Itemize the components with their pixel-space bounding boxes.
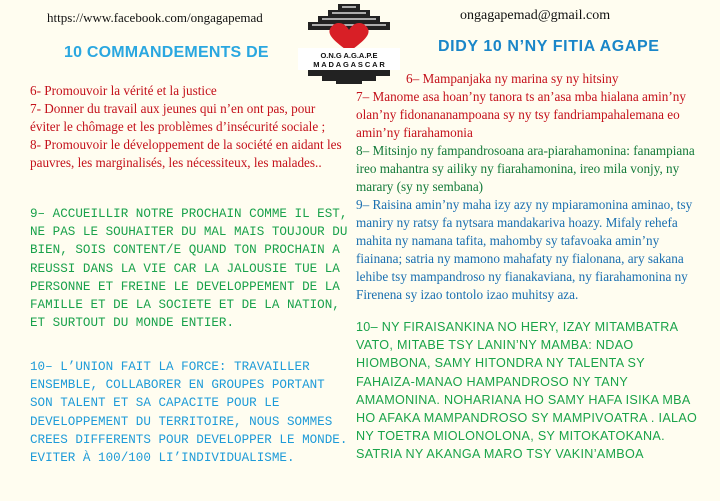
fr-commandment-7: 7- Donner du travail aux jeunes qui n’en ont pas, pour éviter le chômage et les problèmes d’insécurité sociale ; [30, 101, 326, 134]
fr-commandment-9: 9– ACCUEILLIR NOTRE PROCHAIN COMME IL EST, NE PAS LE SOUHAITER DU MAL MAIS TOUJOUR DU BIEN, SOIS CONTENT/E QUAND TON PROCHAIN A REUSSI DANS LA VIE CAR LA JALOUSIE TUE LA PERSONNE ET FREINE LE DEVELOPPEMENT DE LA FAMILLE ET DE LA SOCIETE ET DE LA NATION, ET SURTOUT DU MONDE ENTIER. [30, 207, 348, 331]
left-column [30, 82, 348, 172]
fr-commandment-6: 6- Promouvoir la vérité et la justice [30, 83, 217, 98]
facebook-url[interactable]: https://www.facebook.com/ongagapemad [47, 10, 263, 25]
mg-commandment-10-proverb: SATRIA NY AKANGA MARO TSY VAKIN’AMBOA [356, 447, 644, 462]
mg-commandment-10 [356, 318, 706, 464]
fr-commandment-8: 8- Promouvoir le développement de la société en aidant les pauvres, les marginalisés, les nécessiteux, les malades.. [30, 137, 342, 170]
mg-commandment-9: 9– Raisina amin’ny maha izy azy ny mpiaramonina aminao, tsy maniry ny ratsy fa nytsara mandakariva hoazy. Mifaly rehefa mahita ny namana tafita, mahomby sy tafavoaka amin’ny fiainana; satria ny mamono mahafaty ny fialonana, ary sakana lehibe tsy mampandroso ny fianakaviana, ny fiarahamonina ny Firenena sy izao tontolo izao muhitsy aza. [356, 197, 693, 302]
logo-line-1: O.N.G A.G.A.P.E [320, 51, 378, 60]
title-malagasy: DIDY 10 N’NY FITIA AGAPE [438, 38, 660, 55]
logo-line-2: M A D A G A S C A R [313, 60, 385, 69]
fr-commandment-10: 10– L’UNION FAIT LA FORCE: TRAVAILLER ENSEMBLE, COLLABORER EN GROUPES PORTANT SON TALENT ET SA CAPACITE POUR LE DEVELOPPEMENT DU TERRITOIRE, NOUS SOMMES CREES DIFFERENTS POUR DEVELOPPER LE MONDE. EVITER À 100/100 LI’INDIVIDUALISME. [30, 360, 348, 466]
mg-commandment-8: 8– Mitsinjo ny fampandrosoana ara-piarahamonina: fanampiana ireo mahantra sy ailiky ny fiarahamonina, ireo mila vonjy, ny marary (sy ny sembana) [356, 143, 695, 194]
email-address[interactable]: ongagapemad@gmail.com [460, 8, 611, 23]
title-french: 10 COMMANDEMENTS DE [64, 44, 269, 61]
mg-commandment-6: 6– Mampanjaka ny marina sy ny hitsiny [406, 71, 619, 86]
mg-commandment-10-text: 10– NY FIRAISANKINA NO HERY, IZAY MITAMBATRA VATO, MITABE TSY LANIN’NY MAMBA: NDAO HIOMBONA, SAMY HITONDRA NY TALENTA SY FAHAIZA-MANAO HAMPANDROSO NY TANY AMAMONINA. NOHARIANA HO SAMY HAFA ISIKA MBA HO AFAKA MAMPANDROSO SY MAMPIVOATRA . IALAO NY TOETRA MIOLONOLONA, SY MITOKATOKANA. [356, 320, 698, 444]
mg-commandment-7: 7– Manome asa hoan’ny tanora ts an’asa mba hialana amin’ny olan’ny fidonananampoana sy ny tsy fandriampahalemana eo amin’ny fiarahamonia [356, 89, 686, 140]
right-column [356, 70, 706, 304]
